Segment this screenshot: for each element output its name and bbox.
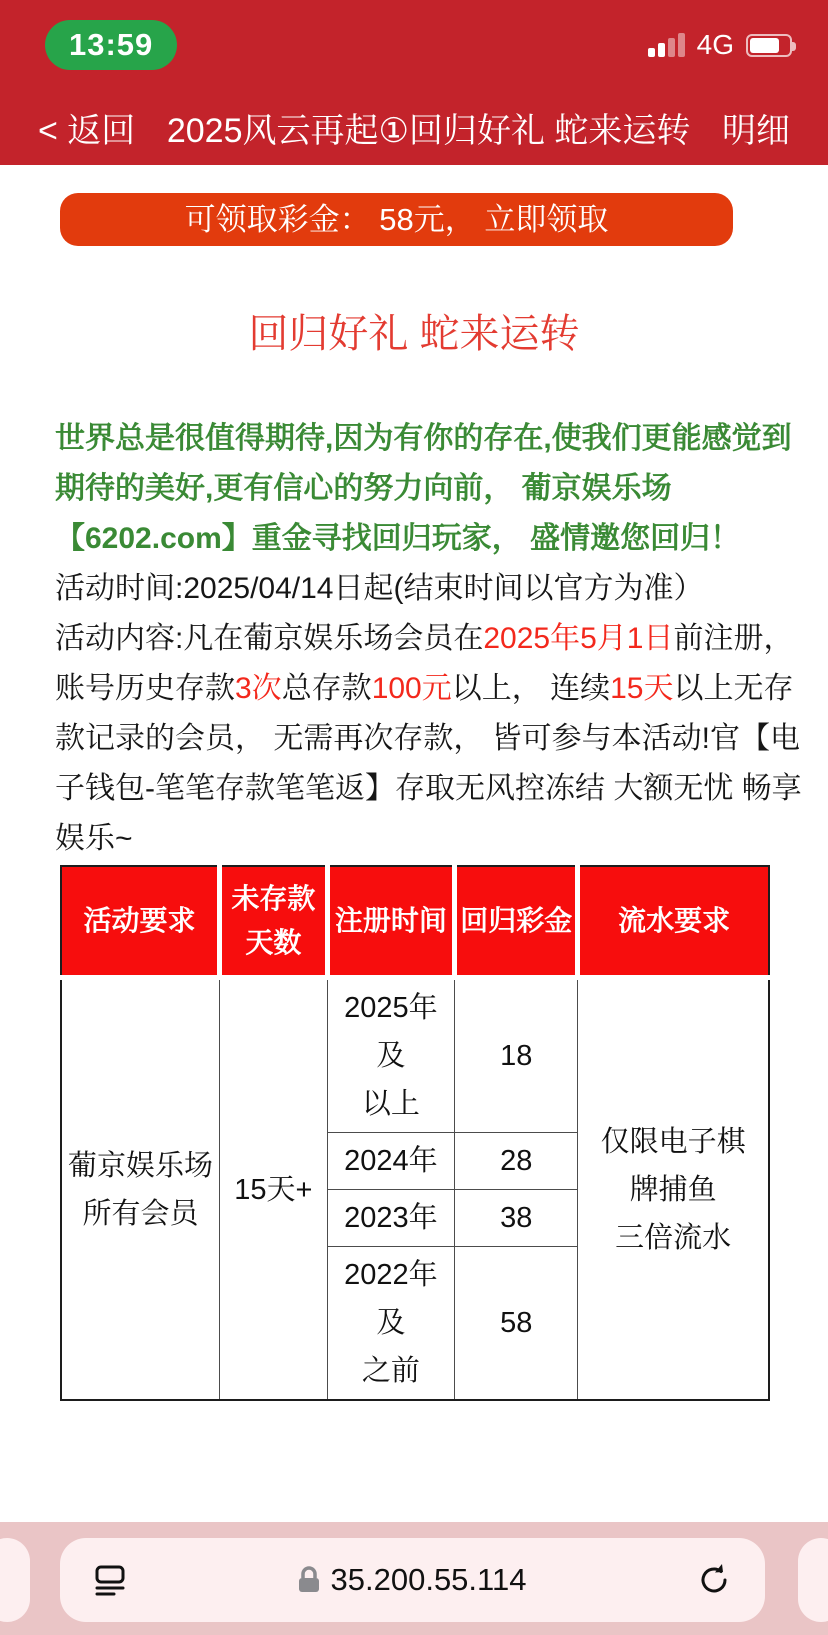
details-button[interactable]: 明细 bbox=[722, 112, 790, 150]
table-header-cell: 活动要求 bbox=[61, 866, 220, 978]
table-header-cell: 未存款 天数 bbox=[220, 866, 328, 978]
plain-text: 娱乐~ bbox=[55, 822, 133, 855]
promo-line bbox=[55, 614, 794, 664]
url-text: 35.200.55.114 bbox=[330, 1562, 527, 1597]
back-button[interactable]: < 返回 bbox=[38, 112, 136, 150]
lock-icon bbox=[297, 1566, 321, 1594]
table-cell: 58 bbox=[455, 1247, 578, 1401]
promo-paragraph bbox=[0, 414, 828, 864]
promo-line bbox=[55, 714, 801, 764]
promo-heading: 回归好礼 蛇来运转 bbox=[248, 312, 580, 356]
address-bar[interactable] bbox=[60, 1538, 765, 1622]
plain-text: 活动内容:凡在葡京娱乐场会员在 bbox=[55, 622, 484, 655]
promo-line bbox=[55, 764, 802, 814]
table-cell: 18 bbox=[455, 978, 578, 1133]
status-bar bbox=[0, 0, 828, 90]
refresh-icon[interactable] bbox=[695, 1561, 733, 1599]
promo-line: 世界总是很值得期待,因为有你的存在,使我们更能感觉到 bbox=[55, 422, 792, 455]
promo-line: 【6202.com】重金寻找回归玩家， 盛情邀您回归！ bbox=[55, 522, 741, 555]
plain-text: 账号历史存款 bbox=[55, 672, 235, 705]
promo-line: 期待的美好,更有信心的努力向前， 葡京娱乐场 bbox=[55, 472, 672, 505]
table-cell: 2024年 bbox=[327, 1133, 454, 1190]
plain-text: 子钱包-笔笔存款笔笔返】存取无风控冻结 大额无忧 畅享 bbox=[55, 772, 802, 805]
signal-strength-icon bbox=[648, 33, 685, 57]
plain-text: 总存款 bbox=[281, 672, 372, 705]
bonus-table bbox=[60, 865, 770, 1401]
page-content bbox=[0, 165, 828, 1522]
status-time: 13:59 bbox=[45, 20, 177, 70]
plain-text: 以上， 连续 bbox=[451, 672, 611, 705]
table-cell: 38 bbox=[455, 1190, 578, 1247]
plain-text: 以上无存 bbox=[673, 672, 794, 705]
promo-line bbox=[55, 664, 794, 714]
table-row bbox=[61, 978, 769, 1133]
highlighted-text: 15天 bbox=[610, 672, 674, 705]
promo-line bbox=[55, 814, 790, 864]
table-cell: 2025年及 以上 bbox=[327, 978, 454, 1133]
highlighted-text: 100元 bbox=[371, 672, 452, 705]
status-indicators bbox=[648, 29, 792, 61]
claim-bonus-button[interactable]: 可领取彩金： 58元， 立即领取 bbox=[60, 193, 733, 246]
table-cell: 28 bbox=[455, 1133, 578, 1190]
url-display[interactable] bbox=[128, 1562, 695, 1598]
table-header-cell: 注册时间 bbox=[327, 866, 454, 978]
table-header-cell: 回归彩金 bbox=[455, 866, 578, 978]
network-type-label: 4G bbox=[696, 29, 734, 60]
table-cell: 仅限电子棋 牌捕鱼 三倍流水 bbox=[578, 978, 769, 1401]
plain-text: 款记录的会员， 无需再次存款， 皆可参与本活动!官【电 bbox=[55, 722, 801, 755]
promo-line bbox=[55, 564, 790, 614]
table-cell: 2022年及 之前 bbox=[327, 1247, 454, 1401]
highlighted-text: 3次 bbox=[235, 672, 282, 705]
table-cell: 2023年 bbox=[327, 1190, 454, 1247]
reader-icon[interactable] bbox=[92, 1562, 128, 1598]
page-title: 2025风云再起①回归好礼 蛇来运转 bbox=[166, 112, 691, 150]
previous-tab-stub[interactable] bbox=[0, 1538, 30, 1622]
nav-bar bbox=[0, 90, 828, 165]
highlighted-text: 2025年5月1日 bbox=[483, 622, 674, 655]
battery-icon bbox=[746, 34, 792, 57]
table-cell: 15天+ bbox=[220, 978, 328, 1401]
plain-text: 活动时间:2025/04/14日起(结束时间以官方为准） bbox=[55, 572, 704, 605]
table-header-cell: 流水要求 bbox=[578, 866, 769, 978]
next-tab-stub[interactable] bbox=[798, 1538, 828, 1622]
table-header-row bbox=[61, 866, 769, 978]
browser-toolbar bbox=[0, 1522, 828, 1635]
table-cell: 葡京娱乐场 所有会员 bbox=[61, 978, 220, 1401]
plain-text: 前注册， bbox=[673, 622, 794, 655]
